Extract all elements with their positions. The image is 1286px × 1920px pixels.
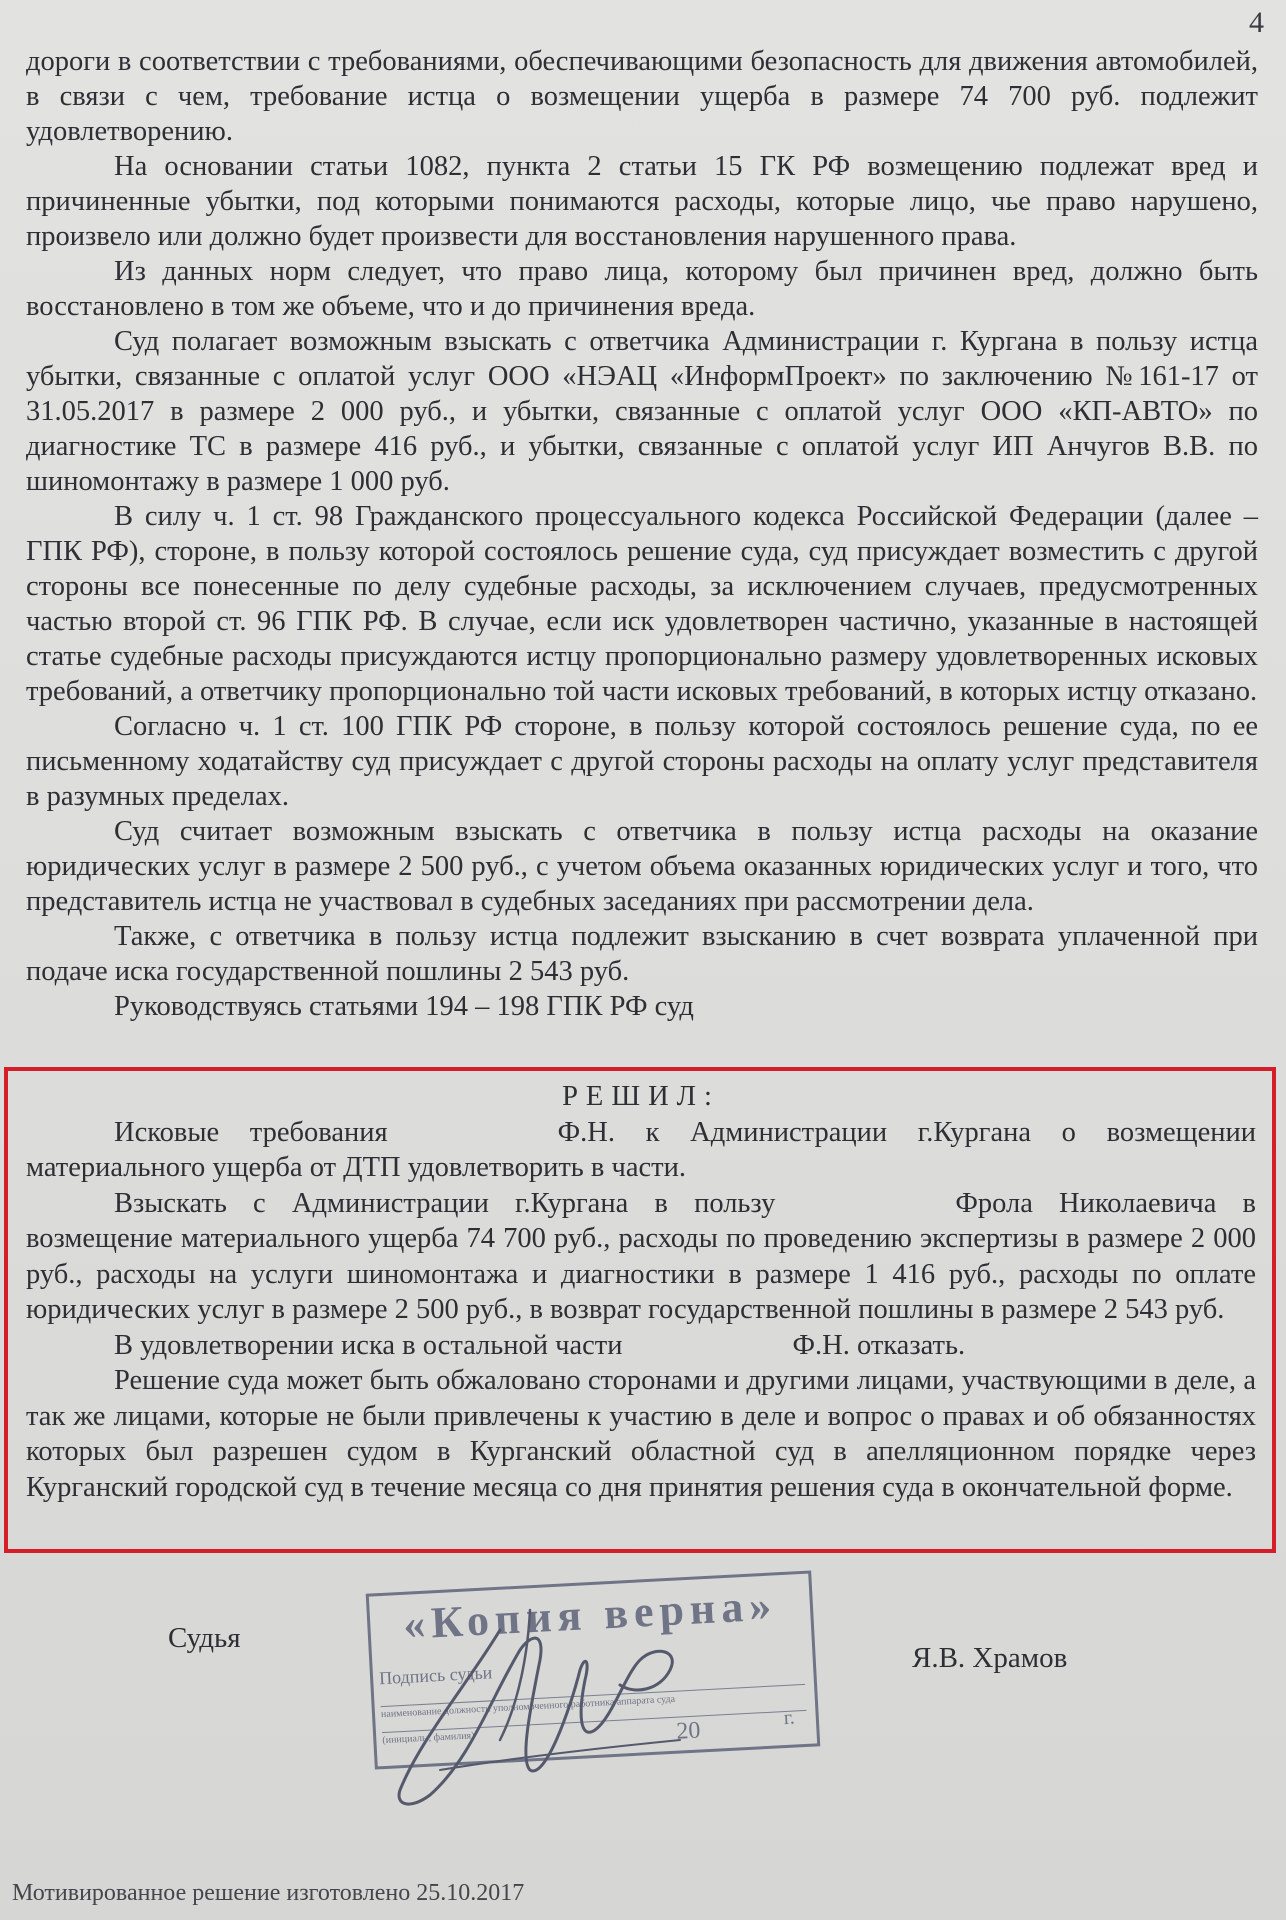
stamp-signature-caption: Подпись судьи — [378, 1662, 493, 1689]
decision-p3-start: В удовлетворении иска в остальной части — [114, 1329, 623, 1361]
decision-p2-start: Взыскать с Администрации г.Кургана в пользу — [114, 1187, 776, 1219]
paragraph: Суд считает возможным взыскать с ответчика в пользу истца расходы на оказание юридических услуг в размере 2 500 руб., с учетом объема оказанных юридических услуг и того, что представитель истца не участвовал в судебных заседаниях при рассмотрении дела. — [26, 816, 1258, 917]
stamp-title: «Копия верна» — [401, 1580, 779, 1649]
paragraph: Суд полагает возможным взыскать с ответчика Администрации г. Кургана в пользу истца убытки, связанные с оплатой услуг ООО «НЭАЦ «ИнформПроект» по заключению №161-17 от 31.05.2017 в размере 2 000 руб., и убытки, связанные с оплатой услуг ООО «КП-АВТО» по диагностике ТС в размере 416 руб., и убытки, связанные с оплатой услуг ИП Анчугов В.В. по шиномонтажу в размере 1 000 руб. — [26, 326, 1258, 497]
decision-p3-end: Ф.Н. отказать. — [792, 1329, 966, 1361]
stamp-year-suffix: г. — [783, 1706, 796, 1730]
document-body — [26, 44, 1258, 1024]
decision-p1-start: Исковые требования — [114, 1116, 388, 1148]
decision-heading: РЕШИЛ: — [562, 1081, 720, 1112]
stamp-position-caption: наименование должности уполномоченного работника аппарата суда — [381, 1684, 806, 1720]
paragraph: Согласно ч. 1 ст. 100 ГПК РФ стороне, в пользу которой состоялось решение суда, по ее письменному ходатайству суд присуждает с другой стороны расходы на оплату услуг представителя в разумных пределах. — [26, 711, 1258, 812]
decision-p1-end: Ф.Н. к Администрации г.Кургана о возмещении материального ущерба от ДТП удовлетворить в части. — [26, 1116, 1256, 1183]
judge-name: Я.В. Храмов — [912, 1642, 1068, 1674]
page-number: 4 — [1249, 6, 1264, 39]
decision-highlight-box — [4, 1067, 1276, 1553]
paragraph: дороги в соответствии с требованиями, обеспечивающими безопасность для движения автомобилей, в связи с чем, требование истца о возмещении ущерба в размере 74 700 руб. подлежит удовлетворению. — [26, 46, 1258, 147]
paragraph: Также, с ответчика в пользу истца подлежит взысканию в счет возврата уплаченной при подаче иска государственной пошлины 2 543 руб. — [26, 921, 1258, 987]
paragraph: На основании статьи 1082, пункта 2 статьи 15 ГК РФ возмещению подлежат вред и причиненные убытки, под которыми понимаются расходы, которые лицо, чье право нарушено, произвело или должно будет произвести для восстановления нарушенного права. — [26, 151, 1258, 252]
handwritten-signature — [380, 1590, 710, 1820]
judge-label: Судья — [168, 1622, 241, 1654]
decision-paragraph: Решение суда может быть обжаловано сторонами и другими лицами, участвующими в деле, а так же лицами, которые не были привлечены к участию в деле и вопрос о правах и об обязанностях которых был разрешен судом в Курганский областной суд в апелляционном порядке через Курганский городской суд в течение месяца со дня принятия решения суда в окончательной форме. — [26, 1365, 1256, 1503]
paragraph: Из данных норм следует, что право лица, которому был причинен вред, должно быть восстановлено в том же объеме, что и до причинения вреда. — [26, 256, 1258, 322]
paragraph: Руководствуясь статьями 194 – 198 ГПК РФ суд — [114, 991, 694, 1022]
decision-paragraph — [26, 1115, 1256, 1186]
signature-block — [0, 1570, 1286, 1830]
decision-paragraph — [26, 1186, 1256, 1328]
footer-note: Мотивированное решение изготовлено 25.10.2017 — [12, 1880, 525, 1906]
paragraph: В силу ч. 1 ст. 98 Гражданского процессуального кодекса Российской Федерации (далее – ГПК РФ), стороне, в пользу которой состоялось решение суда, суд присуждает возместить с другой стороны все понесенные по делу судебные расходы, за исключением случаев, предусмотренных частью второй ст. 96 ГПК РФ. В случае, если иск удовлетворен частично, указанные в настоящей статье судебные расходы присуждаются истцу пропорционально размеру удовлетворенных исковых требований, а ответчику пропорционально той части исковых требований, в которых истцу отказано. — [26, 501, 1258, 707]
decision-paragraph — [26, 1328, 1256, 1364]
decision-text — [26, 1079, 1256, 1505]
stamp-initials-caption: (инициалы, фамилия) — [382, 1710, 807, 1746]
stamp-year: 20 — [675, 1717, 701, 1745]
decision-p2-end: Фрола Николаевича в возмещение материального ущерба 74 700 руб., расходы по проведению экспертизы в размере 2 000 руб., расходы на услуги шиномонтажа и диагностики в размере 1 416 руб., расходы по оплате юридических услуг в размере 2 500 руб., в возврат государственной пошлины в размере 2 543 руб. — [26, 1187, 1256, 1325]
